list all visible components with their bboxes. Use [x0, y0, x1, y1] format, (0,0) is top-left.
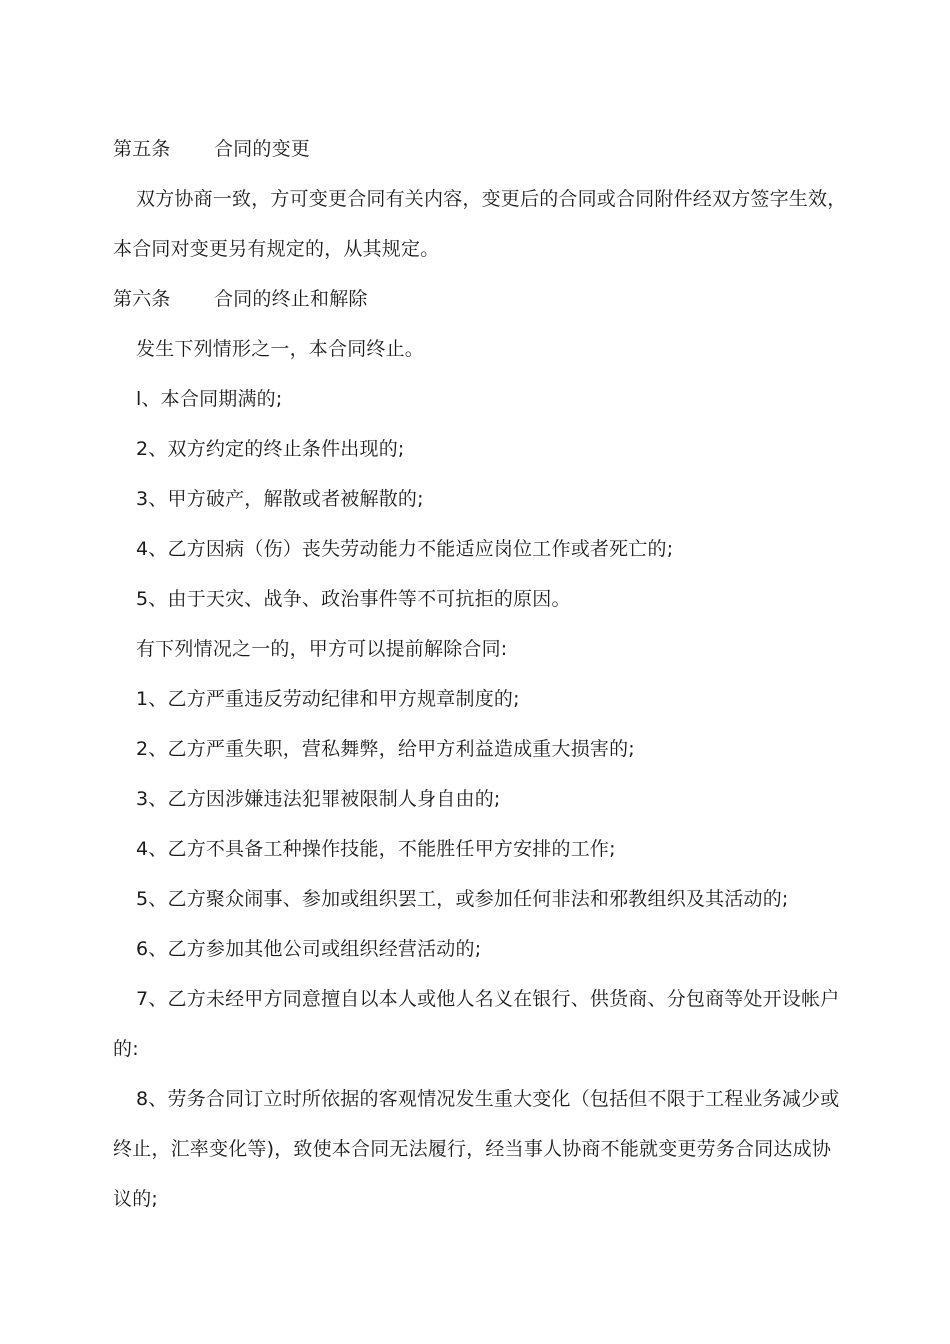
dismissal-item-7 [113, 984, 843, 1064]
dismissal-item-8-line-1: 8、劳务合同订立时所依据的客观情况发生重大变化（包括但不限于工程业务减少或 [136, 1088, 840, 1110]
article-5-body-line-1: 双方协商一致，方可变更合同有关内容，变更后的合同或合同附件经双方签字生效， [136, 188, 847, 210]
article-5-number: 第五条 [113, 138, 171, 160]
dismissal-intro: 有下列情况之一的，甲方可以提前解除合同: [136, 638, 508, 660]
dismissal-item-2: 2、乙方严重失职，营私舞弊，给甲方利益造成重大损害的; [136, 738, 635, 760]
termination-item-2: 2、双方约定的终止条件出现的; [136, 438, 405, 460]
dismissal-item-5: 5、乙方聚众闹事、参加或组织罢工，或参加任何非法和邪教组织及其活动的; [136, 888, 789, 910]
article-5-heading [113, 134, 843, 164]
dismissal-item-7-line-2: 的: [113, 1038, 139, 1060]
termination-item-3: 3、甲方破产，解散或者被解散的; [136, 488, 424, 510]
document-content [113, 134, 847, 1234]
dismissal-item-8-line-2: 终止，汇率变化等)，致使本合同无法履行，经当事人协商不能就变更劳务合同达成协 [113, 1138, 832, 1160]
dismissal-item-8 [113, 1084, 843, 1214]
dismissal-item-7-line-1: 7、乙方未经甲方同意擅自以本人或他人名义在银行、供货商、分包商等处开设帐户 [136, 988, 840, 1010]
article-5-body-line-2: 本合同对变更另有规定的，从其规定。 [113, 238, 440, 260]
article-5-title: 合同的变更 [214, 138, 311, 160]
dismissal-item-1: 1、乙方严重违反劳动纪律和甲方规章制度的; [136, 688, 520, 710]
termination-item-4: 4、乙方因病（伤）丧失劳动能力不能适应岗位工作或者死亡的; [136, 538, 674, 560]
termination-intro: 发生下列情形之一，本合同终止。 [136, 338, 425, 360]
dismissal-item-4: 4、乙方不具备工种操作技能，不能胜任甲方安排的工作; [136, 838, 616, 860]
article-6-number: 第六条 [113, 288, 171, 310]
article-6-heading [113, 284, 843, 314]
dismissal-item-8-line-3: 议的; [113, 1188, 159, 1210]
dismissal-item-6: 6、乙方参加其他公司或组织经营活动的; [136, 938, 482, 960]
dismissal-item-3: 3、乙方因涉嫌违法犯罪被限制人身自由的; [136, 788, 501, 810]
termination-item-5: 5、由于天灾、战争、政治事件等不可抗拒的原因。 [136, 588, 571, 610]
termination-item-1: l、本合同期满的; [136, 388, 283, 410]
article-5-body [113, 184, 847, 264]
article-6-title: 合同的终止和解除 [214, 288, 368, 310]
